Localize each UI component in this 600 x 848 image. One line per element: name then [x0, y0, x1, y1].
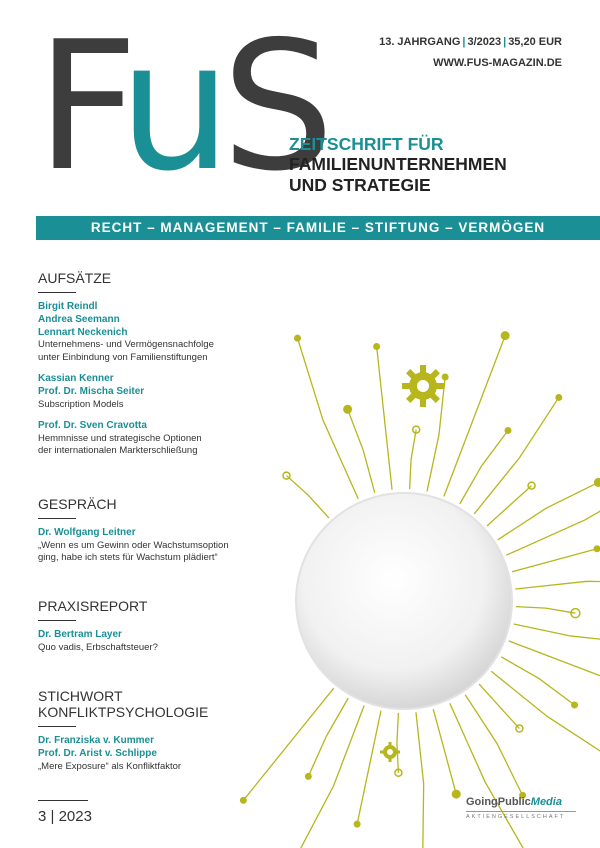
article[interactable]: [38, 301, 278, 364]
author: Kassian Kenner: [38, 373, 114, 385]
circuit-trace: [460, 430, 508, 503]
article[interactable]: [38, 420, 278, 457]
circuit-node: [373, 343, 380, 350]
circuit-trace: [293, 706, 364, 848]
section-stichwort: [38, 688, 278, 782]
publisher-subtitle: AKTIENGESELLSCHAFT: [466, 811, 576, 820]
author: Lennart Neckenich: [38, 326, 128, 338]
article-title: der internationalen Markterschließung: [38, 445, 198, 457]
article-title: ging, habe ich stets für Wachstum plädiert“: [38, 552, 218, 564]
article[interactable]: [38, 373, 278, 411]
author: Andrea Seemann: [38, 313, 120, 325]
author: Dr. Wolfgang Leitner: [38, 527, 136, 539]
circuit-trace: [286, 476, 328, 518]
circuit-node: [294, 335, 301, 342]
fus-logo: [36, 3, 325, 210]
circuit-trace: [397, 713, 398, 773]
logo-letter-s: S: [221, 3, 325, 210]
divider: [38, 292, 76, 293]
author: Dr. Bertram Layer: [38, 629, 122, 641]
logo-letter-f: F: [36, 3, 119, 210]
section-title: STICHWORT: [38, 688, 123, 704]
circuit-node: [305, 773, 312, 780]
circuit-node: [505, 427, 512, 434]
circuit-trace: [515, 581, 600, 589]
section-praxisreport: [38, 598, 278, 663]
circuit-trace: [416, 712, 424, 848]
article-title: „Wenn es um Gewinn oder Wachstumsoption: [38, 539, 229, 551]
topic-banner: RECHT – MANAGEMENT – FAMILIE – STIFTUNG – VERMÖGEN: [36, 216, 600, 240]
logo-letter-u: u: [118, 3, 222, 210]
circuit-trace: [501, 657, 574, 705]
article[interactable]: [38, 629, 278, 654]
divider: [38, 800, 88, 801]
circuit-trace: [444, 336, 505, 497]
section-aufsaetze: [38, 270, 278, 467]
circuit-trace: [516, 607, 576, 614]
article-title: Unternehmens- und Vermögensnachfolge: [38, 339, 214, 351]
circuit-node: [594, 545, 600, 552]
publisher-name: GoingPublic: [466, 796, 531, 808]
circuit-node: [594, 478, 600, 487]
article-title: Hemmnisse und strategische Optionen: [38, 432, 202, 444]
section-title: KONFLIKTPSYCHOLOGIE: [38, 704, 209, 721]
price: 35,20 EUR: [508, 36, 562, 48]
section-title: PRAXISREPORT: [38, 598, 148, 614]
circuit-node: [343, 405, 352, 414]
circuit-trace: [512, 549, 597, 572]
circuit-node: [240, 797, 247, 804]
article-title: Subscription Models: [38, 398, 124, 410]
article-title: „Mere Exposure“ als Konfliktfaktor: [38, 760, 182, 772]
circuit-trace: [433, 709, 456, 794]
divider: [38, 726, 76, 727]
publisher-name-media: Media: [530, 796, 562, 808]
circuit-trace: [509, 641, 600, 702]
issue-number: 3/2023: [467, 36, 502, 48]
circuit-trace: [298, 338, 359, 499]
tagline-line-1: ZEITSCHRIFT FÜR: [289, 134, 444, 154]
author: Prof. Dr. Sven Cravotta: [38, 420, 147, 432]
circuit-trace: [348, 409, 375, 493]
circuit-trace: [377, 346, 392, 489]
author: Prof. Dr. Mischa Seiter: [38, 385, 145, 397]
article[interactable]: [38, 735, 278, 773]
article[interactable]: [38, 527, 278, 564]
author: Birgit Reindl: [38, 301, 98, 313]
tagline-line-3: UND STRATEGIE: [289, 174, 431, 195]
circuit-trace: [357, 711, 381, 825]
volume-label: 13. JAHRGANG: [379, 36, 461, 48]
tagline-line-2: FAMILIENUNTERNEHMEN: [289, 154, 507, 175]
article-title: Quo vadis, Erbschaftsteuer?: [38, 641, 158, 653]
circuit-node: [501, 331, 510, 340]
issue-footer: 3 | 2023: [38, 808, 92, 825]
circuit-node: [555, 394, 562, 401]
circuit-node: [571, 702, 578, 709]
publisher-logo: [466, 796, 576, 820]
issue-meta: 13. JAHRGANG | 3/2023 | 35,20 EUR WWW.FUS-MAGAZIN.DE: [379, 36, 562, 69]
article-title: unter Einbindung von Familienstiftungen: [38, 351, 208, 363]
author: Dr. Franziska v. Kummer: [38, 735, 154, 747]
divider: [38, 620, 76, 621]
section-title: GESPRÄCH: [38, 496, 117, 512]
section-gespraech: [38, 496, 278, 574]
circuit-node: [442, 373, 449, 380]
tagline: [289, 134, 507, 195]
circuit-trace: [514, 624, 600, 642]
circuit-trace: [474, 397, 559, 513]
circuit-trace: [487, 486, 531, 526]
circuit-trace: [410, 430, 417, 490]
website-link[interactable]: WWW.FUS-MAGAZIN.DE: [433, 57, 562, 69]
center-disc: [296, 493, 512, 709]
section-title: AUFSÄTZE: [38, 270, 112, 286]
circuit-node: [452, 790, 461, 799]
circuit-trace: [498, 482, 599, 539]
circuit-node: [354, 821, 361, 828]
circuit-trace: [479, 684, 519, 728]
circuit-trace: [465, 695, 522, 796]
gear-icon: [402, 365, 444, 407]
author: Prof. Dr. Arist v. Schlippe: [38, 747, 157, 759]
divider: [38, 518, 76, 519]
